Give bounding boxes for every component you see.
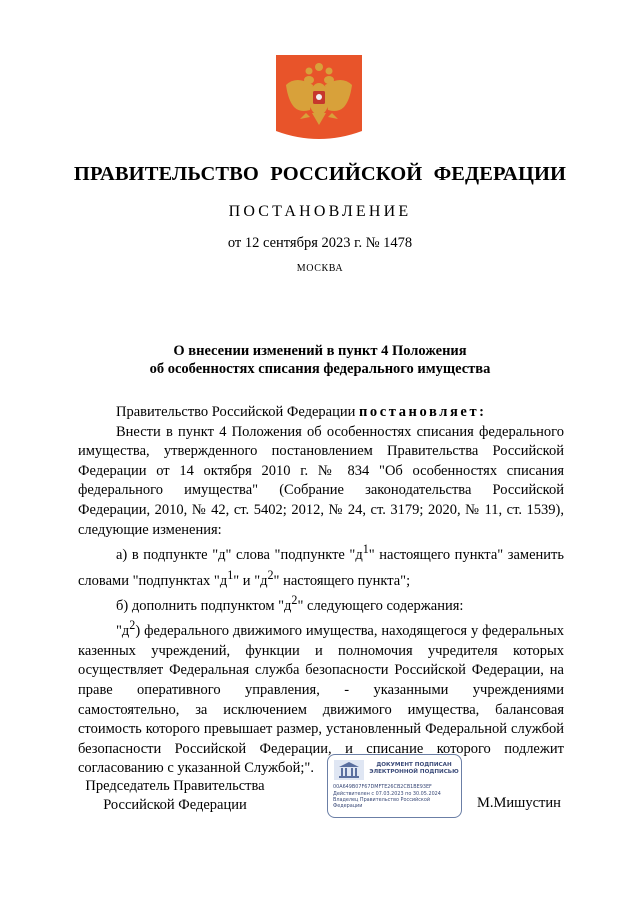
building-icon [334,760,364,780]
item-a-text-4: " настоящего пункта"; [273,572,411,589]
superscript: 2 [291,593,298,607]
stamp-header-line-2: ЭЛЕКТРОННОЙ ПОДПИСЬЮ [369,769,459,775]
stamp-owner-line-1: Владелец Правительство Российской [333,797,431,803]
electronic-signature-stamp [327,754,462,818]
document-body [78,403,564,779]
decree-verb: постановляет: [358,404,487,420]
title-line-1: О внесении изменений в пункт 4 Положения [173,343,467,359]
stamp-header-line-1: ДОКУМЕНТ ПОДПИСАН [376,762,452,768]
superscript: 2 [267,567,274,582]
title-line-2: об особенностях списания федерального имущества [149,361,491,377]
position-line-2: Российской Федерации [103,797,247,813]
paragraph-amend: Внести в пункт 4 Положения об особенностях списания федерального имущества, утвержденного постановлением Правительства Российской Федерации от 14 октября 2010 г. № 834 "Об особенностях списания федерального имущества" (Собрание законодательства Российской Федерации, 2010, № 42, ст. 5402; 2012, № 24, ст. 3179; 2020, № 11, ст. 1539), следующие изменения: [78,423,564,538]
city: МОСКВА [296,263,344,274]
superscript: 1 [362,542,369,557]
signatory-position [80,777,270,815]
superscript: 1 [227,567,234,582]
decree-intro: Правительство Российской Федерации [116,404,359,420]
superscript: 2 [129,618,136,633]
stamp-certificate: 00A649B07F67DMFTE26CB2CB1BE93EF [333,784,432,790]
position-line-1: Председатель Правительства [85,778,265,794]
document-title [100,342,540,378]
new-subitem-text-1: "д [116,623,130,640]
new-subitem-text-2: ) федерального движимого имущества, находящегося у федеральных казенных учреждений, функции и полномочия учредителя которых осуществляет Федеральная служба безопасности Российской Федерации, на праве оперативного управления, - указанными учреждениями самостоятельно, за исключением движимого имущества, балансовая стоимость которого превышает размер, установленный Федеральной службой безопасности Российской Федерации, и списание которого подлежит согласованию с указанной Службой;". [78,623,564,777]
item-a-text-2: " настоящего пункта" заменить словами "подпунктах "д [78,546,564,589]
item-b-text-1: б) дополнить подпунктом "д [116,597,292,614]
paragraph-new-subitem [78,616,564,779]
document-date-number: от 12 сентября 2023 г. № 1478 [227,235,413,251]
state-emblem [276,55,362,143]
paragraph-decree [78,403,564,423]
item-a-text-3: " и "д [233,572,268,589]
document-type: ПОСТАНОВЛЕНИЕ [228,203,412,220]
paragraph-item-b [78,591,564,616]
stamp-header [368,762,460,776]
stamp-owner-line-2: Федерации [333,803,363,809]
issuer-heading: ПРАВИТЕЛЬСТВО РОССИЙСКОЙ ФЕДЕРАЦИИ [73,163,567,185]
paragraph-item-a [78,540,564,591]
signatory-name: М.Мишустин [477,795,561,811]
stamp-validity: Действителен с 07.03.2023 по 30.05.2024 [333,791,441,797]
item-b-text-2: " следующего содержания: [297,597,464,614]
item-a-text-1: а) в подпункте "д" слова "подпункте "д [116,546,363,563]
